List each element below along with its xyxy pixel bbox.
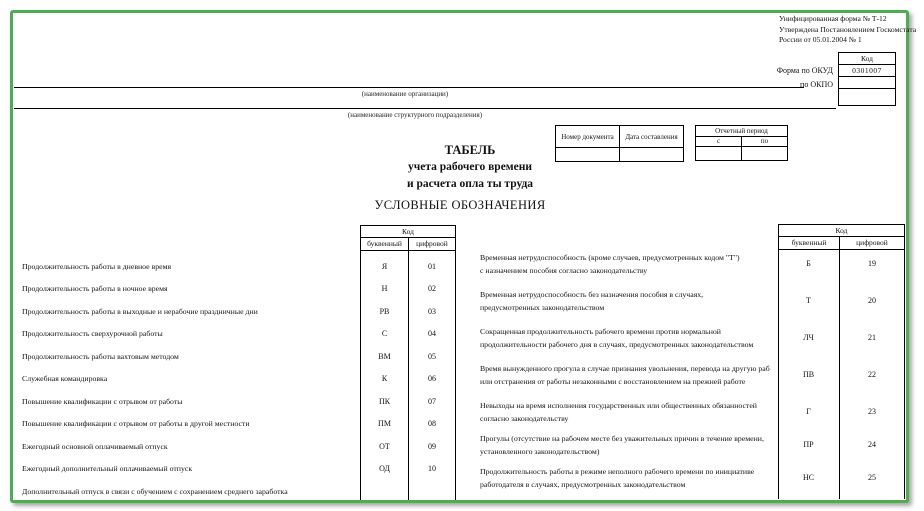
code-box [838,53,896,106]
okpo-label: по ОКПО [800,80,833,89]
period-to-label: по [760,137,769,145]
legend-digit-code: 01 [428,262,436,271]
legend-letter-code: ОД [379,464,390,473]
legend-letter-code: Я [381,262,388,271]
document-title [350,142,590,193]
legend-digit-code: 07 [428,397,436,406]
title-line-2: учета рабочего времени [407,161,532,173]
legend-item-label: Ежегодный дополнительный оплачиваемый отпуск [22,464,193,473]
legend-letter-code: ПВ [802,370,815,379]
legend-digit-code: 09 [428,442,436,451]
legend-digit-code: 10 [428,464,436,473]
legend-row [0,326,924,352]
legend-letter-code: ОТ [379,442,390,451]
legend-item-label: Сокращенная продолжительность рабочего времени против нормальной продолжительности рабочего дня в случаях, предусмотренных законодательством [480,327,754,349]
legend-letter-code: Н [381,284,388,293]
legend-letter-code: ПР [803,440,814,449]
legend-item-label: Продолжительность работы в ночное время [22,284,168,293]
legend-digit-code: 08 [428,419,436,428]
legend-digit-code: 23 [868,407,876,416]
right-code-header: Код [778,224,905,237]
title-line-1: ТАБЕЛЬ [444,143,496,157]
legend-item-label: Невыходы на время исполнения государственных или общественных обязанностей согласно законодательству [480,401,757,423]
form-info-line: Унифицированная форма № Т-12 [779,14,887,23]
legend-item-label: Служебная командировка [22,374,108,383]
legend-item-label: Временная нетрудоспособность без назначения пособия в случаях, предусмотренных законодательством [480,290,704,312]
legend-letter-code: Г [806,407,811,416]
report-period-header: Отчетный период [696,126,787,137]
left-code-header: Код [360,225,456,238]
legend-digit-code: 20 [868,296,876,305]
form-info-line: России от 05.01.2004 № 1 [779,35,862,44]
legend-digit-code: 03 [428,307,436,316]
department-name-line [14,108,836,109]
legend-item-label: Повышение квалификации с отрывом от работы в другой местности [22,419,250,428]
period-from-cell [696,147,742,160]
legend-digit-code: 22 [868,370,876,379]
legend-row [0,433,924,459]
legend-item-label: Ежегодный основной оплачиваемый отпуск [22,442,168,451]
form-approval-info [779,14,919,46]
okud-code-cell: 0301007 [838,64,896,77]
compose-date-cell [620,148,683,161]
legend-digit-code: 25 [868,473,876,482]
legend-letter-code: ПК [378,397,391,406]
legend-digit-code: 05 [428,352,436,361]
legend-item-label: Продолжительность работы в режиме неполного рабочего времени по инициативе работодателя в случаях, предусмотренных законодательством [480,467,755,489]
form-info-line: Утверждена Постановлением Госкомстата [779,24,917,34]
legend-digit-code: 21 [868,333,876,342]
legend-item-label: Время вынужденного прогула в случае признания увольнения, перевода на другую раб или отстранения от работы незаконными с восстановлением на прежней работе [480,364,770,386]
legend-letter-code: С [381,329,388,338]
legend-item-label: Временная нетрудоспособность (кроме случаев, предусмотренных кодом "Т") с назначением пособия согласно законодательству [480,253,740,275]
legend-letter-code: РВ [379,307,390,316]
right-letter-col-header: буквенный [779,237,840,249]
report-period-table [695,125,788,161]
legend-item-label: Прогулы (отсутствие на рабочем месте без уважительных причин в течение времени, установленного законодательством) [480,434,764,456]
left-digit-col-header: цифровой [416,239,448,248]
legend-digit-code: 24 [868,440,876,449]
legend-letter-code: НС [802,473,815,482]
extra-code-cell [838,88,896,106]
legend-row [0,363,924,389]
legend-item-label: Продолжительность работы вахтовым методом [22,352,179,361]
period-to-cell [742,147,787,160]
legend-row [0,252,924,278]
legend-letter-code: Т [806,296,811,305]
legend-letter-code: Б [806,259,811,268]
legend-item-label: Дополнительный отпуск в связи с обучением с сохранением среднего заработка [22,487,288,496]
legend-digit-code: 02 [428,284,436,293]
legend-digit-code: 06 [428,374,436,383]
legend-letter-code: К [381,374,388,383]
organization-name-line [14,87,804,88]
legend-row [0,400,924,426]
legend-item-label: Продолжительность сверхурочной работы [22,329,163,338]
right-digit-col-header: цифровой [856,238,888,247]
department-name-caption: (наименование структурного подразделения) [347,111,483,119]
legend-digit-code: 19 [868,259,876,268]
legend-digit-code: 04 [428,329,436,338]
legend-letter-code: ПМ [378,419,391,428]
left-letter-col-header: буквенный [361,238,409,250]
legend-row [0,289,924,315]
compose-date-header: Дата составления [625,132,678,141]
legend-heading: УСЛОВНЫЕ ОБОЗНАЧЕНИЯ [374,198,546,212]
legend-row [0,466,924,492]
code-box-header: Код [838,52,896,65]
legend-item-label: Продолжительность работы в дневное время [22,262,172,271]
organization-name-caption: (наименование организации) [361,90,449,98]
period-from-label: с [696,137,742,146]
legend-letter-code: ЛЧ [803,333,814,342]
document-number-header: Номер документа [556,126,620,147]
legend-item-label: Продолжительность работы в выходные и нерабочие праздничные дни [22,307,258,316]
legend-letter-code: ВМ [378,352,391,361]
title-line-3: и расчета опла ты труда [406,178,534,190]
okud-form-label: Форма по ОКУД [776,66,833,75]
legend-item-label: Повышение квалификации с отрывом от работы [22,397,183,406]
